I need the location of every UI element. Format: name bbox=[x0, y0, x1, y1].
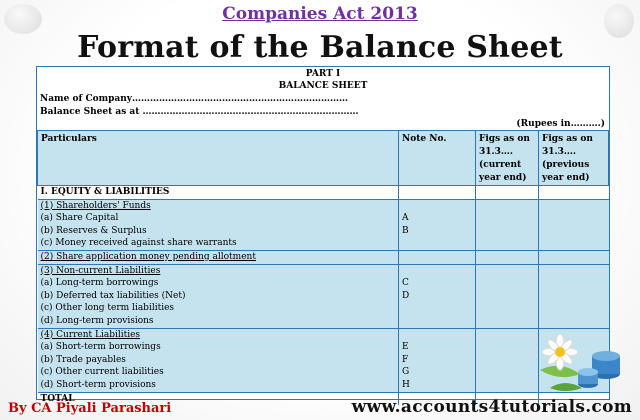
row-previous-year-figure bbox=[539, 250, 609, 264]
row-particular: I. EQUITY & LIABILITIES bbox=[38, 186, 399, 200]
row-particular: (a) Short-term borrowings bbox=[38, 341, 399, 354]
column-header-current-year: Figs as on 31.3….(current year end) bbox=[476, 131, 539, 186]
row-previous-year-figure bbox=[539, 264, 609, 277]
rupees-unit: (Rupees in……….) bbox=[516, 119, 605, 129]
row-particular: (c) Money received against share warrants bbox=[38, 237, 399, 250]
row-note-number: F bbox=[399, 354, 476, 367]
row-note-number: B bbox=[399, 225, 476, 238]
row-particular: (b) Deferred tax liabilities (Net) bbox=[38, 290, 399, 303]
row-particular bbox=[38, 264, 399, 277]
flower-graphic-icon bbox=[520, 330, 630, 396]
row-current-year-figure bbox=[476, 302, 539, 315]
table-row bbox=[38, 264, 609, 277]
table-row bbox=[38, 277, 609, 290]
table-row bbox=[38, 212, 609, 225]
row-current-year-figure bbox=[476, 199, 539, 212]
row-particular-text: (3) Non-current Liabilities bbox=[40, 265, 161, 276]
part-label: PART I bbox=[305, 69, 341, 79]
row-particular: (a) Share Capital bbox=[38, 212, 399, 225]
row-particular bbox=[38, 199, 399, 212]
company-name-line: Name of Company……………………………………………………………… bbox=[40, 94, 349, 104]
row-note-number: D bbox=[399, 290, 476, 303]
row-previous-year-figure bbox=[539, 315, 609, 328]
row-particular: (b) Trade payables bbox=[38, 354, 399, 367]
column-header-note: Note No. bbox=[399, 131, 476, 186]
row-note-number bbox=[399, 315, 476, 328]
row-current-year-figure bbox=[476, 315, 539, 328]
row-current-year-figure bbox=[476, 237, 539, 250]
row-current-year-figure bbox=[476, 277, 539, 290]
row-previous-year-figure bbox=[539, 186, 609, 200]
row-particular: (b) Reserves & Surplus bbox=[38, 225, 399, 238]
sheet-heading: BALANCE SHEET bbox=[278, 81, 368, 91]
row-current-year-figure bbox=[476, 264, 539, 277]
row-previous-year-figure bbox=[539, 277, 609, 290]
row-note-number bbox=[399, 264, 476, 277]
row-particular: (a) Long-term borrowings bbox=[38, 277, 399, 290]
table-row bbox=[38, 315, 609, 328]
row-note-number bbox=[399, 328, 476, 341]
row-current-year-figure bbox=[476, 186, 539, 200]
row-particular bbox=[38, 250, 399, 264]
subtitle-text[interactable]: Companies Act 2013 bbox=[222, 4, 418, 24]
row-current-year-figure bbox=[476, 250, 539, 264]
row-note-number bbox=[399, 237, 476, 250]
date-line: Balance Sheet as at ……………………………………………………………… bbox=[40, 107, 359, 117]
row-note-number bbox=[399, 186, 476, 200]
row-note-number: C bbox=[399, 277, 476, 290]
row-particular-text: (1) Shareholders' Funds bbox=[40, 200, 151, 211]
row-current-year-figure bbox=[476, 290, 539, 303]
row-particular: (d) Short-term provisions bbox=[38, 379, 399, 392]
row-previous-year-figure bbox=[539, 225, 609, 238]
row-note-number bbox=[399, 199, 476, 212]
row-particular: (c) Other current liabilities bbox=[38, 366, 399, 379]
row-particular-text: (4) Current Liabilities bbox=[40, 329, 141, 340]
row-note-number: E bbox=[399, 341, 476, 354]
row-current-year-figure bbox=[476, 225, 539, 238]
row-previous-year-figure bbox=[539, 302, 609, 315]
table-row bbox=[38, 186, 609, 200]
row-note-number: A bbox=[399, 212, 476, 225]
row-particular: TOTAL bbox=[38, 392, 399, 405]
row-previous-year-figure bbox=[539, 290, 609, 303]
row-previous-year-figure bbox=[539, 237, 609, 250]
row-note-number: H bbox=[399, 379, 476, 392]
table-row bbox=[38, 237, 609, 250]
website-link[interactable]: www.accounts4tutorials.com bbox=[351, 397, 632, 417]
row-note-number: G bbox=[399, 366, 476, 379]
author-credit: By CA Piyali Parashari bbox=[8, 401, 172, 416]
row-previous-year-figure bbox=[539, 199, 609, 212]
page-title: Format of the Balance Sheet bbox=[77, 30, 563, 65]
row-particular bbox=[38, 328, 399, 341]
column-header-previous-year: Figs as on 31.3….(previous year end) bbox=[539, 131, 609, 186]
subtitle-link[interactable] bbox=[0, 4, 640, 24]
table-row bbox=[38, 225, 609, 238]
row-previous-year-figure bbox=[539, 212, 609, 225]
row-current-year-figure bbox=[476, 212, 539, 225]
table-row bbox=[38, 250, 609, 264]
row-particular-text: (2) Share application money pending allotment bbox=[40, 251, 256, 262]
table-row bbox=[38, 290, 609, 303]
table-row bbox=[38, 302, 609, 315]
column-header-particulars: Particulars bbox=[38, 131, 399, 186]
row-particular: (d) Long-term provisions bbox=[38, 315, 399, 328]
row-particular: (c) Other long term liabilities bbox=[38, 302, 399, 315]
row-note-number bbox=[399, 250, 476, 264]
table-row bbox=[38, 199, 609, 212]
row-note-number bbox=[399, 302, 476, 315]
table-header-row bbox=[38, 131, 609, 186]
